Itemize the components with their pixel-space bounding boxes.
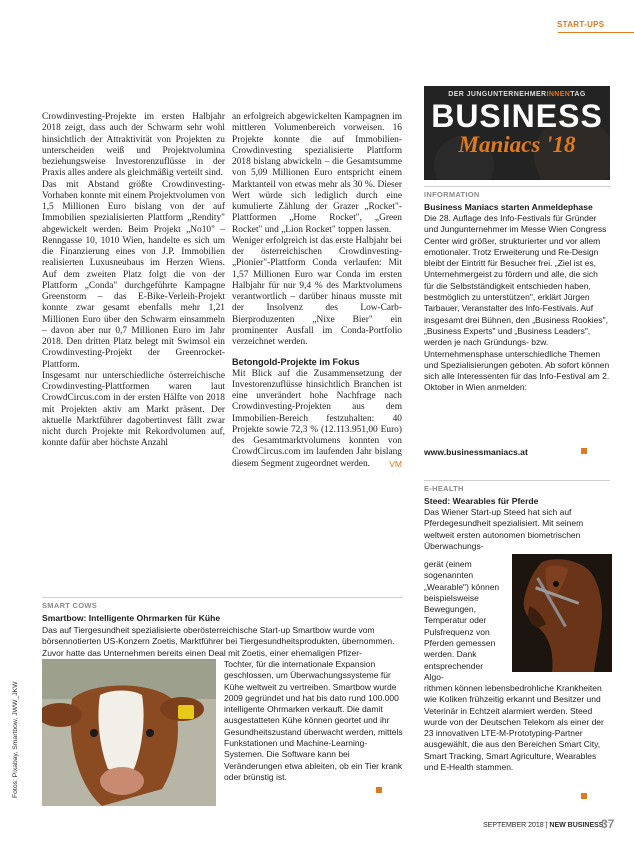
article-paragraph: Insgesamt nur unterschiedliche österreichische Crowdinvesting-Plattformen waren laut CrowdCircus.com in der ersten Hälfte von 2018 mit Projekten aktiv am Markt präsent. Der aktuelle Marktführer dagobertinvest fällt zwar nicht durch Projekte mit Rekordvolumen auf, konnte dafür aber höchste Anzahl	[42, 370, 225, 449]
footer-magazine-name: NEW BUSINESS	[549, 822, 604, 829]
article-subheading: Betongold-Projekte im Fokus	[232, 357, 360, 368]
smartcows-paragraph: Das auf Tiergesundheit spezialisierte oberösterreichische Start-up Smartbow wurde vom börsennotierten US-Konzern Zoetis, Marktführer bei Tiergesundheitsprodukten, übernommen. Zuvor hatte das Unternehmen bereits einen Deal mit Zoetis, einer ehemaligen Pfizer-	[42, 625, 395, 658]
end-square-icon	[581, 448, 587, 454]
smartcows-box-text-2	[224, 659, 404, 783]
ehealth-paragraph: Das Wiener Start-up Steed hat sich auf Pferdegesundheit spezialisiert. Mit seinem weltweit ersten autonomen biometrischen Überwachungs-	[424, 507, 584, 551]
photo-credit: Fotos: Pixabay, Smartbow, JWW_JKW	[12, 681, 19, 798]
ehealth-paragraph: rithmen können lebensbedrohliche Krankheiten wie Koliken frühzeitig erkannt und Besitzer und Veterinär in Echtzeit alarmiert werden. Steed wurde von der Deutschen Telekom als einer der 23 innovativen LTE-M-Prototyping-Partner ausgewählt, die aus den Bereichen Smart City, Smart Tracking, Smart Agriculture, Wearables und E-Health stammen.	[424, 683, 604, 773]
horse-illustration	[512, 554, 612, 672]
article-paragraph: Das mit Abstand größte Crowdinvesting-Vorhaben konnte mit einem Projektvolumen von 1,5 Millionen Euro bislang von der auf Immobilien spezialisierten Plattform „Rendity" abgewickelt werden. Beim Projekt „No10" – Renngasse 10, 1010 Wien, handelte es sich um die Finanzierung eines von J.P. Immobilien realisierten Luxusneubaus im Herzen Wiens. Auf dem zweiten Platz folgt die von der Plattform „Conda" durchgeführte Kampagne Greenstorm – das E-Bike-Verleih-Projekt konnte zwar gesamt ebenfalls mehr 1,21 Millionen Euro über den Schwarm einsammeln – davon aber nur 0,7 Millionen Euro im Jahr 2018. Den dritten Platz belegt mit Swimsol ein Crowdinvesting-Projekt der Greenrocket-Plattform.	[42, 179, 225, 370]
article-paragraph: Weniger erfolgreich ist das erste Halbjahr bei der österreichischen Crowdinvesting-„Pionier"-Plattform Conda verlaufen: Mit 1,57 Millionen Euro war Conda im ersten Halbjahr für nur 9,4 % des Marktvolumens verantwortlich – darüber hinaus musste mit der Insolvenz des Low-Carb-Bierproduzenten „Nixe Bier" ein prominenter Ausfall im Conda-Portfolio verzeichnet werden.	[232, 235, 403, 347]
end-square-icon	[581, 793, 587, 799]
ehealth-box-text-3	[424, 683, 612, 773]
info-box-body	[424, 213, 610, 394]
info-box-paragraph: Die 28. Auflage des Info-Festivals für Gründer und Jungunternehmer im Messe Wien Congress Center wird größer, strukturierter und vor allem emotionaler. Trotz Erweiterung und Re-Design bleibt der Eintritt für Besucher frei. „Ziel ist es, Unternehmergeist zu fördern und alle, die sich für die Selbstständigkeit entschieden haben, bestmöglich zu unterstützen", erklärt Jürgen Tarbauer, Veranstalter des Info-Festivals. Auf insgesamt drei Bühnen, den „Business Rookies", „Business Experts" und „Business Leaders", werden je nach Gründungs- bzw. Unternehmensphase unterschiedliche Themen und Spezialisierungen geboten. Ab sofort können sich alle Interessenten für das Info-Festival am 2. Oktober in Wien anmelden:	[424, 213, 610, 393]
article-column-2	[232, 112, 402, 470]
ehealth-box-rule	[424, 480, 610, 481]
horse-photo	[512, 554, 612, 672]
footer-issue	[483, 822, 603, 829]
smartcows-box-rule	[42, 597, 402, 598]
business-maniacs-banner	[424, 86, 610, 180]
ehealth-box-text-1	[424, 507, 612, 552]
banner-tagline	[424, 91, 610, 98]
page-number: 37	[601, 817, 615, 831]
banner-title: BUSINESS	[431, 98, 603, 134]
article-paragraph	[232, 369, 402, 470]
info-box-rule	[424, 186, 610, 187]
cow-illustration	[42, 659, 216, 806]
rubric-rule	[558, 32, 634, 33]
ehealth-paragraph: gerät (einem sogenannten „Wearable") können beispielsweise Bewegungen, Temperatur oder Pulsfrequenz von Pferden gemessen werden. Dank entsprechender Algo-	[424, 559, 500, 682]
banner-subtitle: Maniacs '18	[458, 132, 576, 157]
author-signature: VM	[389, 458, 402, 469]
smartcows-box-label: SMART COWS	[42, 601, 98, 610]
footer-issue-date: SEPTEMBER 2018 |	[483, 822, 550, 829]
info-box-title: Business Maniacs starten Anmeldephase	[424, 202, 593, 212]
ehealth-box-text-2	[424, 559, 504, 683]
smartcows-box-title: Smartbow: Intelligente Ohrmarken für Kühe	[42, 613, 221, 623]
section-rubric: START-UPS	[557, 20, 605, 29]
banner-tagline-prefix: DER JUNGUNTERNEHMER	[448, 91, 547, 98]
end-square-icon	[376, 787, 382, 793]
smartcows-paragraph: Tochter, für die internationale Expansion geschlossen, um Überwachungssysteme für Kühe weltweit zu vertreiben. Smartbow wurde 2009 gegründet und hat bis dato rund 100.000 intelligente Ohrmarken verkauft. Die damit ausgestatteten Kühe können geortet und ihr Gesundheitszustand überwacht werden, mittels Funkstationen und Machine-Learning-Systemen. Die Software kann bei Veränderungen etwa ableiten, ob ein Tier krank oder brünstig ist.	[224, 659, 403, 782]
article-paragraph: an erfolgreich abgewickelten Kampagnen im mittleren Volumenbereich vorweisen. 16 Projekte konnte die auf Immobilien-Crowdinvesting spezialisierte Plattform 2018 bislang abwickeln – die Gesamtsumme von 5,09 Millionen Euro entspricht einem Marktanteil von etwas mehr als 30 %. Dieser Wert würde sich lediglich durch eine kumulierte Zählung der Grazer „Rocket"-Plattformen „Home Rocket", „Green Rocket" und „Lion Rocket" toppen lassen.	[232, 112, 402, 235]
info-box-label: INFORMATION	[424, 190, 480, 199]
ehealth-box-title: Steed: Wearables für Pferde	[424, 496, 539, 506]
smartcows-box-text-1	[42, 625, 404, 659]
article-column-1	[42, 112, 225, 450]
banner-tagline-suffix: TAG	[570, 91, 586, 98]
ehealth-box-label: E-HEALTH	[424, 484, 464, 493]
article-final-text: Mit Blick auf die Zusammensetzung der Investorenzuflüsse hinsichtlich Branchen ist eine unverändert hohe Nachfrage nach Crowdinvesting-Projekten aus dem Immobilien-Bereich festzuhalten: 40 Projekte sowie 72,3 % (12.113.951,00 Euro) des Gesamtmarktvolumens konnten von CrowdCircus.com im laufenden Jahr bislang diesem Segment zugeordnet werden.	[232, 368, 402, 469]
banner-tagline-accent: INNEN	[546, 91, 571, 98]
business-maniacs-link[interactable]: www.businessmaniacs.at	[424, 447, 528, 457]
cow-photo	[42, 659, 216, 806]
article-paragraph: Crowdinvesting-Projekte im ersten Halbjahr 2018 zeigt, dass auch der Schwarm sehr wohl hinsichtlich der Attraktivität von Projekten zu unterscheiden weiß und Projektvolumina beziehungsweise Investorenzuflüsse in der Praxis alles andere als gleichmäßig verteilt sind.	[42, 112, 225, 179]
